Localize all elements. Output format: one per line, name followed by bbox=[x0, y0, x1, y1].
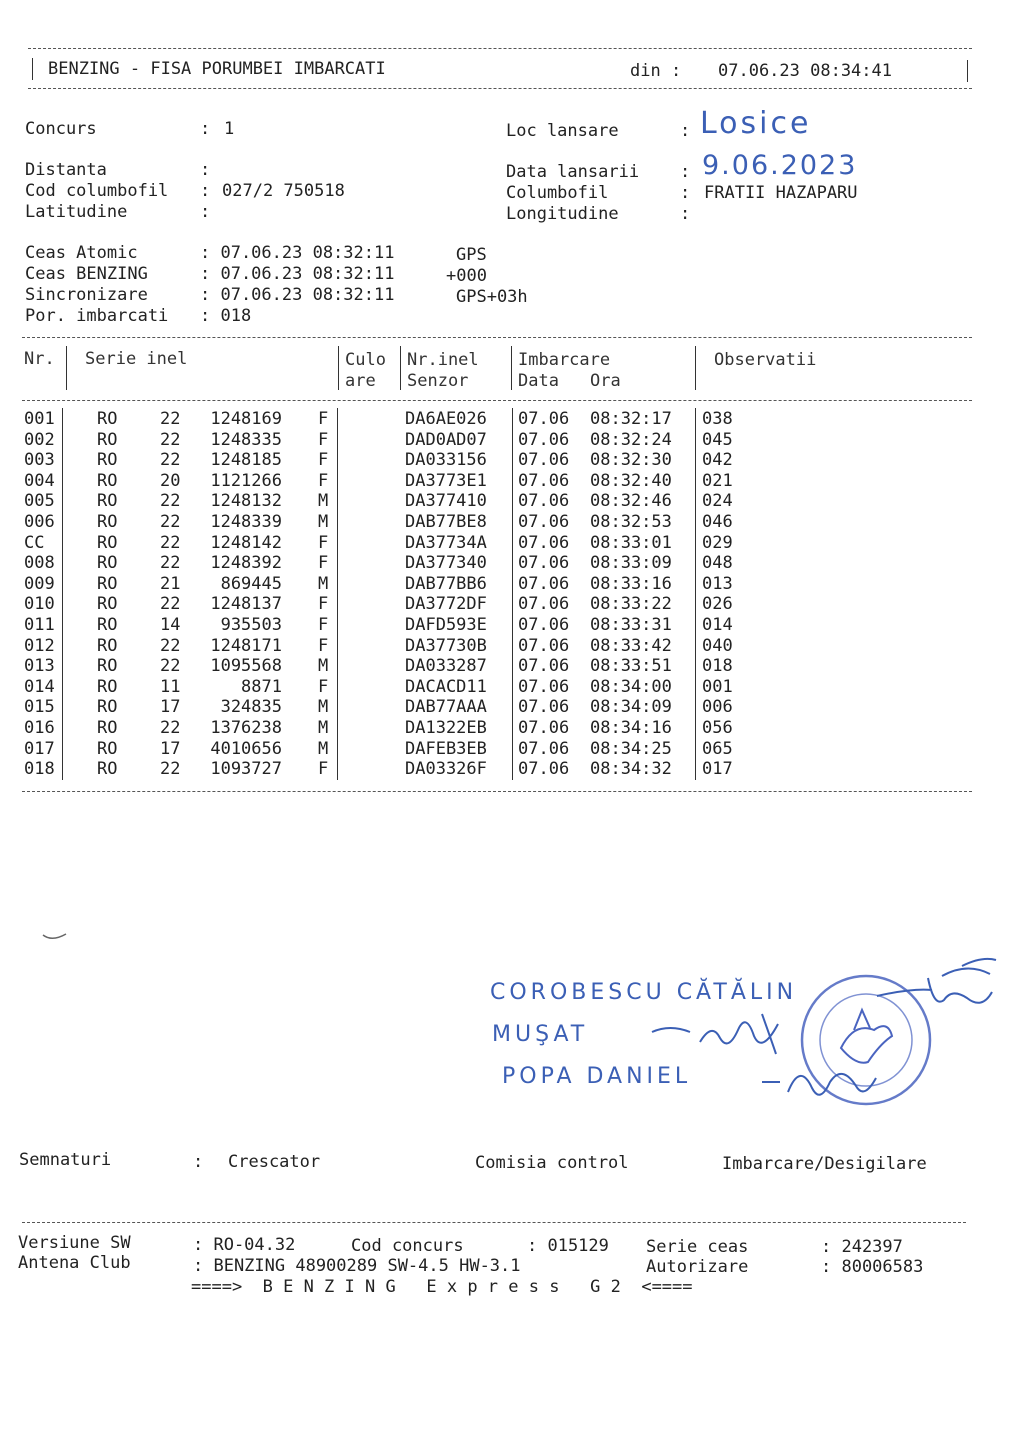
cell-ring: 1121266 bbox=[210, 470, 282, 491]
cell-sex: F bbox=[318, 450, 329, 471]
cell-ring: 1248335 bbox=[210, 429, 282, 450]
commission-name-1: COROBESCU CĂTĂLIN bbox=[490, 980, 798, 1005]
din-label: din : bbox=[630, 61, 682, 81]
cell-ring: 1248171 bbox=[210, 635, 282, 656]
cell-date: 07.06 bbox=[518, 594, 570, 615]
cell-date: 07.06 bbox=[518, 512, 570, 532]
cell-sensor: DAD0AD07 bbox=[405, 429, 487, 450]
cell-nr: 010 bbox=[24, 594, 55, 615]
cell-date: 07.06 bbox=[518, 676, 570, 697]
cell-time: 08:33:16 bbox=[590, 573, 672, 594]
din-value: 07.06.23 08:34:41 bbox=[718, 61, 892, 81]
cell-time: 08:34:09 bbox=[590, 697, 672, 718]
cell-nr: 008 bbox=[24, 553, 55, 574]
cell-ring: 1248169 bbox=[210, 409, 282, 429]
cell-year: 22 bbox=[160, 553, 181, 574]
cell-date: 07.06 bbox=[518, 429, 570, 450]
cell-country: RO bbox=[97, 553, 118, 574]
longitudine-label: Longitudine bbox=[506, 204, 619, 224]
cell-nr: 017 bbox=[24, 738, 55, 759]
cell-nr: 002 bbox=[24, 429, 55, 450]
cell-time: 08:32:17 bbox=[590, 409, 672, 429]
cell-obs: 017 bbox=[702, 759, 733, 780]
cell-year: 22 bbox=[160, 491, 181, 512]
cod-columbofil-sep: : bbox=[200, 181, 211, 201]
cell-ring: 8871 bbox=[241, 676, 282, 697]
signature-1 bbox=[872, 948, 1002, 1018]
cell-sensor: DA1322EB bbox=[405, 718, 487, 738]
body-sep-4 bbox=[695, 408, 696, 780]
cell-date: 07.06 bbox=[518, 450, 570, 471]
cell-sex: F bbox=[318, 615, 329, 635]
cell-time: 08:32:53 bbox=[590, 512, 672, 532]
cell-sensor: DA6AE026 bbox=[405, 409, 487, 429]
cell-sex: F bbox=[318, 532, 329, 553]
cell-time: 08:34:32 bbox=[590, 759, 672, 780]
cell-year: 22 bbox=[160, 594, 181, 615]
cell-obs: 040 bbox=[702, 635, 733, 656]
cell-year: 22 bbox=[160, 429, 181, 450]
cell-obs: 026 bbox=[702, 594, 733, 615]
distanta-sep: : bbox=[200, 160, 211, 180]
sincronizare-value: : 07.06.23 08:32:11 bbox=[200, 285, 395, 305]
cell-date: 07.06 bbox=[518, 573, 570, 594]
cell-country: RO bbox=[97, 491, 118, 512]
hdr-sep-4 bbox=[511, 346, 512, 390]
cell-date: 07.06 bbox=[518, 656, 570, 677]
cell-ring: 1248392 bbox=[210, 553, 282, 574]
cell-time: 08:33:42 bbox=[590, 635, 672, 656]
cell-nr: 001 bbox=[24, 409, 55, 429]
cell-ring: 324835 bbox=[220, 697, 282, 718]
cell-obs: 021 bbox=[702, 470, 733, 491]
cell-nr: 009 bbox=[24, 573, 55, 594]
col-nr-header: Nr. bbox=[24, 349, 55, 369]
serie-ceas-label: Serie ceas bbox=[646, 1237, 749, 1257]
cell-sensor: DA37730B bbox=[405, 635, 487, 656]
cell-sex: F bbox=[318, 676, 329, 697]
cell-nr: 018 bbox=[24, 759, 55, 780]
cell-country: RO bbox=[97, 656, 118, 677]
cell-year: 22 bbox=[160, 450, 181, 471]
cell-date: 07.06 bbox=[518, 615, 570, 635]
cell-year: 14 bbox=[160, 615, 181, 635]
cell-country: RO bbox=[97, 450, 118, 471]
ceas-benzing-value: : 07.06.23 08:32:11 bbox=[200, 264, 395, 284]
cell-nr: 016 bbox=[24, 718, 55, 738]
col-observatii-header: Observatii bbox=[714, 350, 817, 370]
por-imbarcati-value: : 018 bbox=[200, 306, 252, 326]
cell-time: 08:33:22 bbox=[590, 594, 672, 615]
cell-year: 22 bbox=[160, 532, 181, 553]
cell-obs: 018 bbox=[702, 656, 733, 677]
cell-sex: F bbox=[318, 429, 329, 450]
concurs-label: Concurs bbox=[25, 119, 97, 139]
cell-ring: 1248142 bbox=[210, 532, 282, 553]
cell-sensor: DAB77BE8 bbox=[405, 512, 487, 532]
cell-year: 17 bbox=[160, 738, 181, 759]
col-culoare-header: Culo bbox=[345, 350, 386, 370]
cell-ring: 1093727 bbox=[210, 759, 282, 780]
latitudine-label: Latitudine bbox=[25, 202, 128, 222]
cell-obs: 014 bbox=[702, 615, 733, 635]
cell-time: 08:33:51 bbox=[590, 656, 672, 677]
cell-time: 08:32:24 bbox=[590, 429, 672, 450]
distanta-label: Distanta bbox=[25, 160, 107, 180]
cell-time: 08:33:31 bbox=[590, 615, 672, 635]
cell-date: 07.06 bbox=[518, 738, 570, 759]
cell-date: 07.06 bbox=[518, 470, 570, 491]
ceas-benzing-label: Ceas BENZING bbox=[25, 264, 148, 284]
cell-obs: 056 bbox=[702, 718, 733, 738]
cell-sensor: DA37734A bbox=[405, 532, 487, 553]
table-top-rule bbox=[22, 337, 972, 338]
cell-date: 07.06 bbox=[518, 553, 570, 574]
cell-ring: 1376238 bbox=[210, 718, 282, 738]
columbofil-label: Columbofil bbox=[506, 183, 609, 203]
cod-columbofil-value: 027/2 750518 bbox=[222, 181, 345, 201]
cell-year: 17 bbox=[160, 697, 181, 718]
cell-ring: 1248339 bbox=[210, 512, 282, 532]
crescator-label: Crescator bbox=[228, 1152, 321, 1172]
hdr-sep-5 bbox=[695, 346, 696, 390]
autorizare-value: : 80006583 bbox=[821, 1257, 924, 1277]
cell-country: RO bbox=[97, 512, 118, 532]
versiune-sw-label: Versiune SW bbox=[18, 1233, 131, 1253]
footer-rule bbox=[22, 1222, 966, 1223]
cell-country: RO bbox=[97, 697, 118, 718]
sincronizare-label: Sincronizare bbox=[25, 285, 148, 305]
cell-country: RO bbox=[97, 738, 118, 759]
cell-obs: 024 bbox=[702, 491, 733, 512]
cell-nr: 013 bbox=[24, 656, 55, 677]
cell-country: RO bbox=[97, 594, 118, 615]
scan-mark bbox=[40, 926, 70, 946]
cell-nr: 015 bbox=[24, 697, 55, 718]
cell-nr: 003 bbox=[24, 450, 55, 471]
cell-sex: M bbox=[318, 738, 329, 759]
cell-country: RO bbox=[97, 759, 118, 780]
cod-columbofil-label: Cod columbofil bbox=[25, 181, 169, 201]
cell-time: 08:32:46 bbox=[590, 491, 672, 512]
col-culoare-header-2: are bbox=[345, 371, 376, 391]
header-right-bar bbox=[967, 60, 968, 82]
cell-country: RO bbox=[97, 635, 118, 656]
cell-obs: 038 bbox=[702, 409, 733, 429]
body-sep-2 bbox=[337, 408, 338, 780]
ceas-atomic-extra: GPS bbox=[456, 245, 487, 265]
cell-sensor: DACACD11 bbox=[405, 676, 487, 697]
comisia-control-label: Comisia control bbox=[475, 1153, 629, 1173]
cell-sensor: DAFD593E bbox=[405, 615, 487, 635]
ceas-atomic-label: Ceas Atomic bbox=[25, 243, 138, 263]
ceas-benzing-extra: +000 bbox=[446, 266, 487, 286]
col-inel-header: Nr.inel bbox=[407, 350, 479, 370]
cell-obs: 042 bbox=[702, 450, 733, 471]
concurs-value: 1 bbox=[224, 119, 235, 139]
autorizare-label: Autorizare bbox=[646, 1257, 749, 1277]
commission-name-2: MUŞAT bbox=[492, 1022, 589, 1047]
cell-year: 22 bbox=[160, 512, 181, 532]
cell-time: 08:33:09 bbox=[590, 553, 672, 574]
imbarcare-desigilare-label: Imbarcare/Desigilare bbox=[722, 1154, 927, 1174]
latitudine-sep: : bbox=[200, 202, 211, 222]
benzing-banner: ====> B E N Z I N G E x p r e s s G 2 <==== bbox=[191, 1277, 693, 1297]
cell-country: RO bbox=[97, 573, 118, 594]
col-ora-header: Ora bbox=[590, 371, 621, 391]
col-data-header: Data bbox=[518, 371, 559, 391]
loc-lansare-label: Loc lansare bbox=[506, 121, 619, 141]
cell-nr: 004 bbox=[24, 470, 55, 491]
document-title: BENZING - FISA PORUMBEI IMBARCATI bbox=[48, 59, 386, 79]
por-imbarcati-label: Por. imbarcati bbox=[25, 306, 169, 326]
cell-time: 08:34:16 bbox=[590, 718, 672, 738]
cell-sex: M bbox=[318, 656, 329, 677]
sincronizare-extra: GPS+03h bbox=[456, 287, 528, 307]
col-imbarcare-header: Imbarcare bbox=[518, 350, 611, 370]
semnaturi-label: Semnaturi bbox=[19, 1150, 112, 1170]
cell-obs: 046 bbox=[702, 512, 733, 532]
cell-sex: F bbox=[318, 635, 329, 656]
cell-time: 08:33:01 bbox=[590, 532, 672, 553]
cell-country: RO bbox=[97, 532, 118, 553]
cell-country: RO bbox=[97, 676, 118, 697]
cell-date: 07.06 bbox=[518, 759, 570, 780]
cell-sensor: DAB77AAA bbox=[405, 697, 487, 718]
cell-ring: 869445 bbox=[220, 573, 282, 594]
cell-sensor: DA033287 bbox=[405, 656, 487, 677]
commission-name-3: POPA DANIEL bbox=[502, 1064, 692, 1089]
cell-sex: F bbox=[318, 759, 329, 780]
data-lansarii-label: Data lansarii bbox=[506, 162, 640, 182]
versiune-sw-value: : RO-04.32 bbox=[193, 1235, 296, 1255]
header-top-rule bbox=[28, 48, 972, 49]
cell-nr: 011 bbox=[24, 615, 55, 635]
cell-sex: M bbox=[318, 512, 329, 532]
concurs-sep: : bbox=[200, 119, 211, 139]
cell-ring: 4010656 bbox=[210, 738, 282, 759]
cell-sex: M bbox=[318, 697, 329, 718]
cod-concurs-label: Cod concurs bbox=[351, 1236, 464, 1256]
columbofil-sep: : bbox=[680, 183, 691, 203]
body-sep-3 bbox=[512, 408, 513, 780]
cell-country: RO bbox=[97, 615, 118, 635]
antena-club-value: : BENZING 48900289 SW-4.5 HW-3.1 bbox=[193, 1256, 521, 1276]
columbofil-value: FRATII HAZAPARU bbox=[704, 183, 858, 203]
cell-obs: 029 bbox=[702, 532, 733, 553]
cell-nr: CC bbox=[24, 532, 45, 553]
cell-sex: M bbox=[318, 718, 329, 738]
cell-ring: 935503 bbox=[220, 615, 282, 635]
cell-sensor: DAFEB3EB bbox=[405, 738, 487, 759]
cell-sensor: DA033156 bbox=[405, 450, 487, 471]
table-bottom-rule bbox=[22, 791, 972, 792]
body-sep-1 bbox=[62, 408, 63, 780]
cell-obs: 006 bbox=[702, 697, 733, 718]
data-lansarii-sep: : bbox=[680, 162, 691, 182]
cell-country: RO bbox=[97, 429, 118, 450]
cell-country: RO bbox=[97, 470, 118, 491]
cell-year: 22 bbox=[160, 635, 181, 656]
loc-lansare-value: Losice bbox=[700, 106, 812, 141]
cell-obs: 013 bbox=[702, 573, 733, 594]
cell-sex: M bbox=[318, 573, 329, 594]
cell-year: 22 bbox=[160, 409, 181, 429]
cell-obs: 001 bbox=[702, 676, 733, 697]
col-serie-header: Serie inel bbox=[85, 349, 188, 369]
cell-sensor: DAB77BB6 bbox=[405, 573, 487, 594]
cell-year: 11 bbox=[160, 676, 181, 697]
longitudine-sep: : bbox=[680, 204, 691, 224]
cell-sex: M bbox=[318, 491, 329, 512]
cell-time: 08:32:40 bbox=[590, 470, 672, 491]
cell-obs: 065 bbox=[702, 738, 733, 759]
cell-ring: 1095568 bbox=[210, 656, 282, 677]
cell-nr: 012 bbox=[24, 635, 55, 656]
cell-nr: 006 bbox=[24, 512, 55, 532]
cell-date: 07.06 bbox=[518, 491, 570, 512]
cell-year: 22 bbox=[160, 656, 181, 677]
antena-club-label: Antena Club bbox=[18, 1253, 131, 1273]
header-bottom-rule bbox=[28, 88, 972, 89]
cell-time: 08:34:00 bbox=[590, 676, 672, 697]
cell-sensor: DA377340 bbox=[405, 553, 487, 574]
cell-year: 22 bbox=[160, 759, 181, 780]
cell-sex: F bbox=[318, 553, 329, 574]
cell-ring: 1248137 bbox=[210, 594, 282, 615]
header-left-bar bbox=[32, 58, 33, 80]
table-header-rule bbox=[22, 400, 972, 401]
cell-sex: F bbox=[318, 594, 329, 615]
hdr-sep-1 bbox=[66, 346, 67, 390]
cell-time: 08:34:25 bbox=[590, 738, 672, 759]
cell-ring: 1248132 bbox=[210, 491, 282, 512]
cell-sensor: DA3773E1 bbox=[405, 470, 487, 491]
cell-date: 07.06 bbox=[518, 718, 570, 738]
cell-time: 08:32:30 bbox=[590, 450, 672, 471]
cell-sensor: DA377410 bbox=[405, 491, 487, 512]
cell-date: 07.06 bbox=[518, 409, 570, 429]
hdr-sep-2 bbox=[338, 346, 339, 390]
cell-sensor: DA3772DF bbox=[405, 594, 487, 615]
ceas-atomic-value: : 07.06.23 08:32:11 bbox=[200, 243, 395, 263]
cell-date: 07.06 bbox=[518, 635, 570, 656]
cell-nr: 005 bbox=[24, 491, 55, 512]
cell-date: 07.06 bbox=[518, 532, 570, 553]
cell-country: RO bbox=[97, 718, 118, 738]
cell-year: 20 bbox=[160, 470, 181, 491]
cell-date: 07.06 bbox=[518, 697, 570, 718]
cod-concurs-value: : 015129 bbox=[527, 1236, 609, 1256]
col-senzor-header: Senzor bbox=[407, 371, 469, 391]
hdr-sep-3 bbox=[400, 346, 401, 390]
semnaturi-sep: : bbox=[193, 1152, 204, 1172]
serie-ceas-value: : 242397 bbox=[821, 1237, 903, 1257]
cell-sex: F bbox=[318, 470, 329, 491]
cell-country: RO bbox=[97, 409, 118, 429]
cell-ring: 1248185 bbox=[210, 450, 282, 471]
cell-year: 22 bbox=[160, 718, 181, 738]
cell-obs: 045 bbox=[702, 429, 733, 450]
loc-lansare-sep: : bbox=[680, 121, 691, 141]
cell-sensor: DA03326F bbox=[405, 759, 487, 780]
cell-nr: 014 bbox=[24, 676, 55, 697]
cell-year: 21 bbox=[160, 573, 181, 594]
cell-sex: F bbox=[318, 409, 329, 429]
data-lansarii-value: 9.06.2023 bbox=[702, 150, 858, 181]
cell-obs: 048 bbox=[702, 553, 733, 574]
signature-3 bbox=[760, 1052, 880, 1112]
